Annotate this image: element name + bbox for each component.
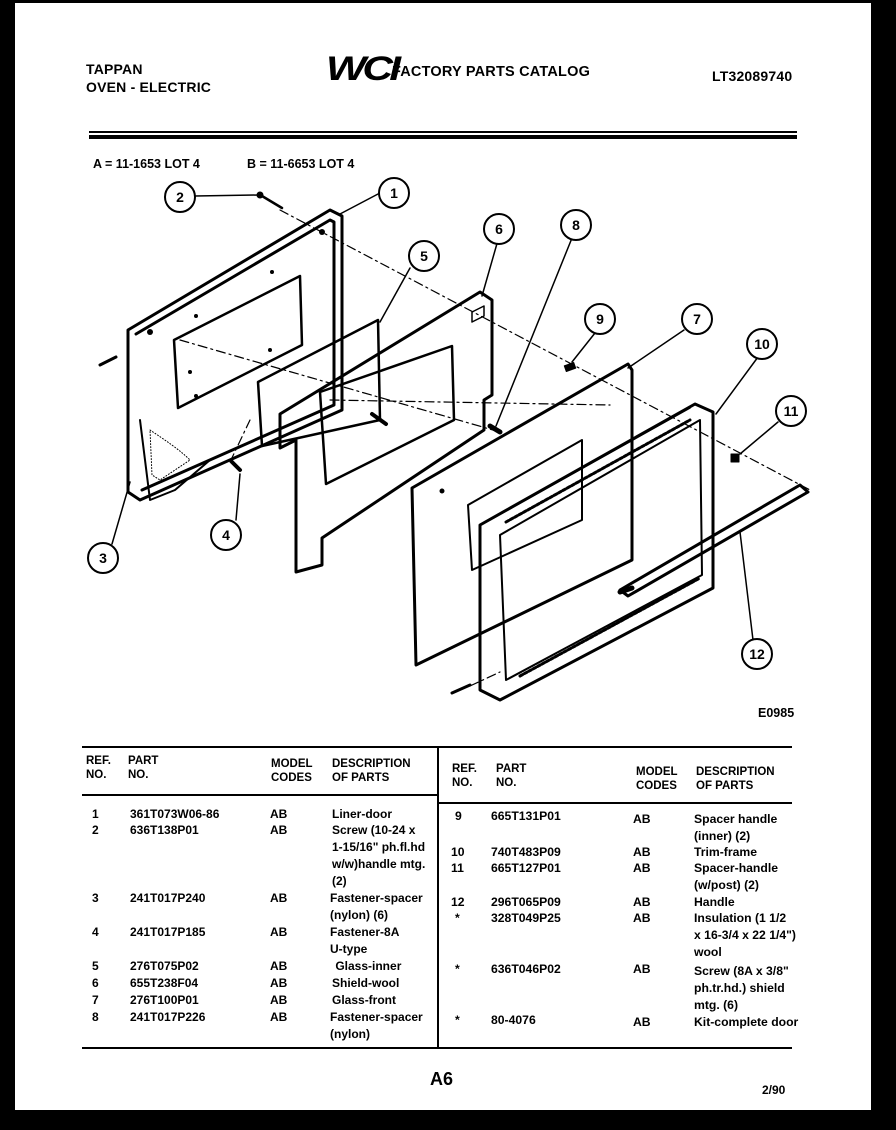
wci-logo: WCI — [326, 50, 398, 88]
model-number: LT32089740 — [712, 68, 793, 84]
callout-7: 7 — [681, 303, 713, 335]
product-type: OVEN - ELECTRIC — [86, 79, 212, 95]
page-code: A6 — [430, 1069, 454, 1089]
callout-9: 9 — [584, 303, 616, 335]
callout-3: 3 — [87, 542, 119, 574]
lot-b: B = 11-6653 LOT 4 — [247, 157, 355, 171]
table-bottom-rule — [82, 1047, 792, 1049]
right-header-codes: MODEL CODES — [636, 766, 678, 792]
callout-2: 2 — [164, 181, 196, 213]
callout-6: 6 — [483, 213, 515, 245]
left-header-ref: REF. NO. — [86, 755, 111, 781]
right-header-ref: REF. NO. — [452, 763, 477, 789]
diagram-code: E0985 — [758, 706, 795, 720]
right-header-description: DESCRIPTION OF PARTS — [696, 766, 775, 792]
table-header-rule-right — [438, 802, 792, 804]
callout-5: 5 — [408, 240, 440, 272]
callout-11: 11 — [775, 395, 807, 427]
left-header-part: PART NO. — [128, 755, 159, 781]
lot-a: A = 11-1653 LOT 4 — [93, 157, 200, 171]
callout-8: 8 — [560, 209, 592, 241]
callout-12: 12 — [741, 638, 773, 670]
callout-10: 10 — [746, 328, 778, 360]
right-header-part: PART NO. — [496, 763, 527, 789]
left-header-codes: MODEL CODES — [271, 758, 313, 784]
left-header-description: DESCRIPTION OF PARTS — [332, 758, 411, 784]
revision-date: 2/90 — [762, 1083, 786, 1097]
table-header-rule-left — [82, 794, 438, 796]
catalog-title: FACTORY PARTS CATALOG — [392, 64, 591, 80]
table-divider — [437, 746, 439, 1048]
callout-1: 1 — [378, 177, 410, 209]
callout-4: 4 — [210, 519, 242, 551]
brand-name: TAPPAN — [86, 61, 143, 77]
